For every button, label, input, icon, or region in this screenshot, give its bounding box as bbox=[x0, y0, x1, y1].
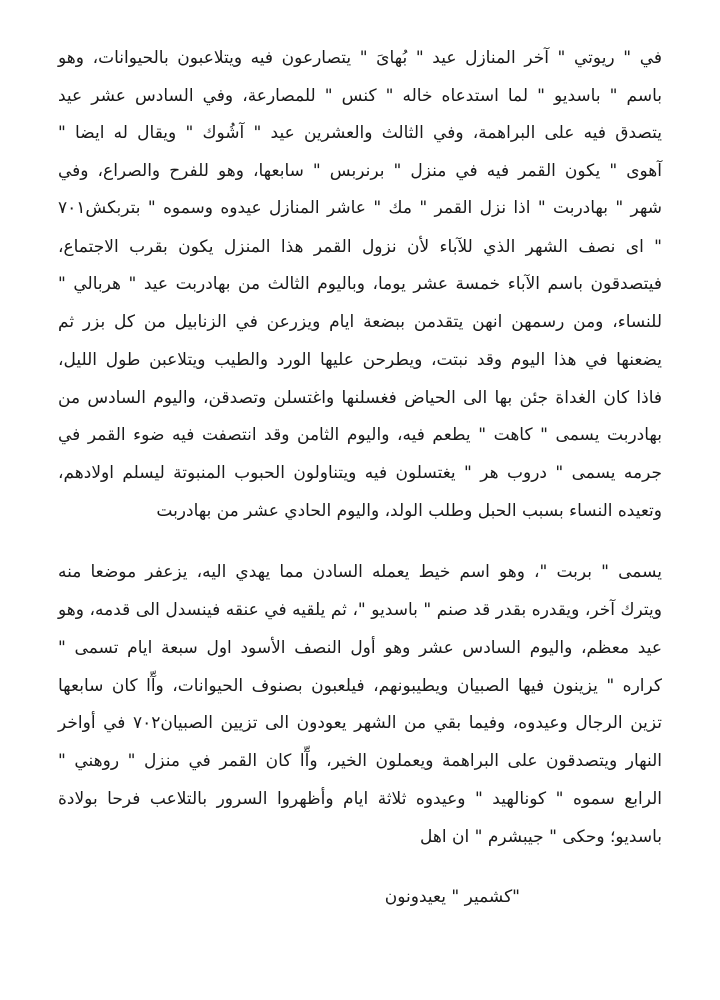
paragraph-2-line-2: ويترك آخر، ويقدره بقدر قد صنم " باسديو "، ثم يلقيه في عنقه فينسدل الى قدمه، وهو bbox=[58, 600, 662, 620]
paragraph-1-line-5: شهر " بهادربت " اذا نزل القمر " مك " عاشر المنازل عيدوه وسموه " بتربكش٧٠١ bbox=[58, 198, 662, 218]
paragraph-1-line-11: بهادربت يسمى " كاهت " يطعم فيه، واليوم الثامن وقد انتصفت فيه ضوء القمر في bbox=[58, 425, 662, 445]
paragraph-2-line-1: يسمى " بربت "، وهو اسم خيط يعمله السادن مما يهدي اليه، يزعفر موضعا منه bbox=[58, 562, 662, 582]
paragraph-1-line-13: وتعيده النساء بسبب الحبل وطلب الولد، واليوم الحادي عشر من بهادربت bbox=[156, 501, 662, 521]
paragraph-1-line-12: جرمه يسمى " دروب هر " يغتسلون فيه ويتناولون الحبوب المنبوتة ليسلم اولادهم، bbox=[58, 463, 662, 483]
paragraph-1-line-7: فيتصدقون باسم الآباء خمسة عشر يوما، وباليوم الثالث من بهادربت عيد " هربالي " bbox=[58, 274, 662, 294]
paragraph-2-line-5: تزين الرجال وعيدوه، وفيما بقي من الشهر يعودون الى تزيين الصبيان٧٠٢ في أواخر bbox=[58, 713, 662, 733]
paragraph-2-line-8: باسديو؛ وحكى " جيبشرم " ان اهل bbox=[420, 827, 662, 847]
paragraph-2-line-4: كراره " يزينون فيها الصبيان ويطيبونهم، فيلعبون بصنوف الحيوانات، وآّا كان سابعها bbox=[58, 676, 662, 696]
final-line: "كشمير " يعيدونون bbox=[384, 887, 520, 907]
paragraph-1-line-8: للنساء، ومن رسمهن انهن يتقدمن ببضعة ايام ويزرعن في الزنابيل من كل بزر ثم bbox=[58, 312, 662, 332]
paragraph-1-line-9: يضعنها في هذا اليوم وقد نبتت، ويطرحن عليها الورد والطيب ويتلاعبن طول الليل، bbox=[58, 350, 662, 370]
paragraph-1-line-4: آهوى " يكون القمر فيه في منزل " برنربس " سابعها، وهو للفرح والصراع، وفي bbox=[58, 161, 662, 181]
paragraph-1-line-3: يتصدق فيه على البراهمة، وفي الثالث والعشرين عيد " آشُوك " ويقال له ايضا " bbox=[58, 123, 662, 143]
paragraph-2-line-3: عيد معظم، واليوم السادس عشر وهو أول النصف الأسود اول سبعة ايام تسمى " bbox=[58, 638, 662, 658]
paragraph-1-line-1: في " ريوتي " آخر المنازل عيد " بُهاىَ " يتصارعون فيه ويتلاعبون بالحيوانات، وهو bbox=[58, 48, 662, 68]
paragraph-1-line-2: باسم " باسديو " لما استدعاه خاله " كنس " للمصارعة، وفي السادس عشر عيد bbox=[58, 86, 662, 106]
paragraph-1-line-6: " اى نصف الشهر الذي للآباء لأن نزول القمر هذا المنزل يكون بقرب الاجتماع، bbox=[58, 237, 662, 257]
paragraph-2-line-7: الرابع سموه " كونالهيد " وعيدوه ثلاثة ايام وأظهروا السرور بالتلاعب فرحا بولادة bbox=[58, 789, 662, 809]
paragraph-1-line-10: فاذا كان الغداة جئن بها الى الحياض فغسلنها واغتسلن وتصدقن، واليوم السادس من bbox=[58, 388, 662, 408]
paragraph-2-line-6: النهار ويتصدقون على البراهمة ويعملون الخير، وآّا كان القمر في منزل " روهني " bbox=[58, 751, 662, 771]
